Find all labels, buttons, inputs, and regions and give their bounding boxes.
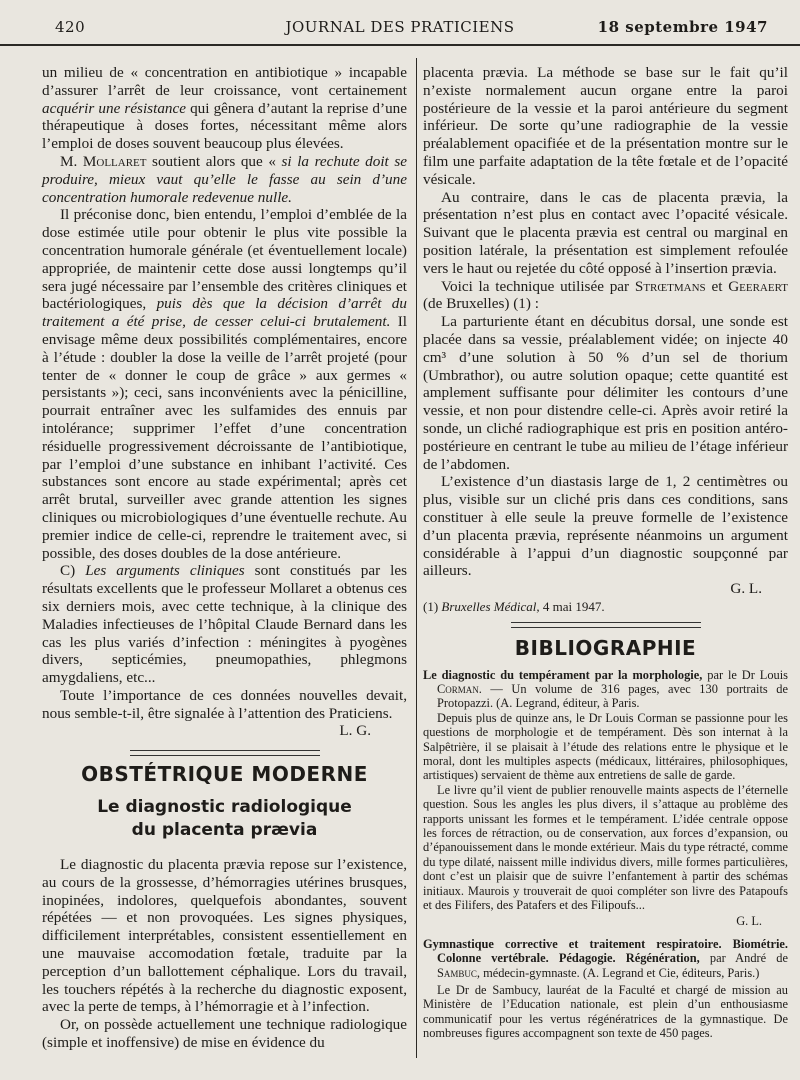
paragraph: Au contraire, dans le cas de placenta prævia, la présentation n’est plus en contact avec l’opacité vésicale. Suivant que le placenta prævia est central ou marginal en position latérale, la présentation est simplement refoulée vers le haut ou rejetée du côté opposé à l’insertion prævia. [423, 188, 788, 277]
page-number: 420 [55, 18, 86, 36]
footnote: (1) Bruxelles Médical, 4 mai 1947. [423, 598, 605, 614]
bibliography-entry: Gymnastique corrective et traitement respiratoire. Biométrie. Colonne vertébrale. Pédagogie. Régénération, par André de Sambuc, médecin-gymnaste. (A. Legrand et Cie, éditeurs, Paris.) [423, 936, 788, 980]
journal-name: JOURNAL DES PRATICIENS [285, 18, 515, 36]
column-divider [416, 58, 417, 1058]
paragraph: M. Mollaret soutient alors que « si la rechute doit se produire, mieux vaut qu’elle le fasse au sein d’une concentration humorale redevenue nulle. [42, 152, 407, 206]
double-rule [511, 622, 701, 628]
paragraph: C) Les arguments cliniques sont constitués par les résultats excellents que le professeur Mollaret a obtenus ces six derniers mois, avec cette technique, à la clinique des Maladies infectieuses de l’hôpital Claude Bernard dans les cas les plus variés d’infection : méningites à pyogènes divers, septicémies, pneumopathies, phlegmons amygdaliens, etc... [42, 562, 408, 687]
running-header [0, 14, 800, 46]
paragraph: Le diagnostic du placenta prævia repose sur l’existence, au cours de la grossesse, d’hémorragies utérines brusques, inopinées, indolores, quelquefois abondantes, souvent répétées — et non provoquées. Les signes physiques, difficilement interprétables, consistent essentiellement en une mauvaise accomodation fœtale, traduite par la perception d’un ballottement céphalique. Lors du travail, les touchers répétés à la recherche du diagnostic exposent, avec la perte de temps, à l’hémorragie et à l’infection. [42, 856, 407, 1016]
paragraph: Il préconise donc, bien entendu, l’emploi d’emblée de la dose estimée utile pour obtenir le plus vite possible la concentration humorale générale (et éventuellement locale) appropriée, de maintenir cette dose aussi longtemps qu’il sera jugé nécessaire par l’ensemble des critères cliniques et bactériologiques, puis dès que la décision d’arrêt du traitement a été prise, de cesser celui-ci brutalement. Il envisage même deux possibilités complémentaires, encore à l’étude : doubler la dose la veille de l’arrêt projeté (pour tenter de « donner le coup de grâce » aux germes « persistants »); ceci, sans inconvénients avec la pénicilline, pourrait entraîner avec les sulfamides des ennuis par intolérance; supprimer l’effet d’une concentration résiduelle progressivement décroissante de l’antibiotique, par l’emploi d’une substance en inhibant l’activité. Ces substances sont encore au stade expérimental; après cet arrêt brutal, surveiller avec grande attention les signes cliniques ou microbiologiques d’une éventuelle rechute. Au premier indice de celle-ci, reprendre le traitement avec, si possible, des doses doubles de la dose antérieure. [42, 206, 408, 562]
paragraph: La parturiente étant en décubitus dorsal, une sonde est placée dans sa vessie, préalablement vidée; on injecte 40 cm³ d’une solution à 50 % d’un sel de thorium (Umbrathor), ou autre solution opaque; cette quantité est amplement suffisante pour délimiter les contours d’une vessie, et non pour distendre celle-ci. Après avoir retiré la sonde, un cliché radiographique est pris en position antéro-postérieure en centrant le tube au milieu de l’étage inférieur de l’abdomen. [423, 313, 788, 473]
paragraph: Or, on possède actuellement une technique radiologique (simple et inoffensive) de mise en évidence du [42, 1016, 407, 1052]
right-column [423, 64, 788, 1041]
paragraph: Le livre qu’il vient de publier renouvelle maints aspects de l’éternelle question. Sous les angles les plus divers, il s’attaque au problème des rapports unissant les formes et le tempérament. L’idée centrale oppose les forces de rétraction, ou de conservation, aux forces d’expansion, ou d’épanouissement dans le monde extérieur. Mais du type rétracté, comme du type dilaté, naissent mille individus divers, mille formes particulières, dont c’est un plaisir que de suivre l’enfantement à partir des schémas initiaux. Maurois y trouverait de quoi compléter son livre des Patapoufs et des Filifers, des Patafers et des Filipoufs... [423, 782, 788, 912]
section-title: OBSTÉTRIQUE MODERNE [81, 762, 368, 787]
bibliography-list [423, 668, 788, 1041]
paragraph: un milieu de « concentration en antibiotique » incapable d’assurer l’arrêt de leur croissance, vont certainement acquérir une résistance qui gênera d’autant la reprise d’une thérapeutique à doses fortes, nécessitant même alors l’emploi de doses souvent beaucoup plus élevées. [42, 64, 407, 153]
issue-date: 18 septembre 1947 [597, 18, 768, 36]
section-title: BIBLIOGRAPHIE [514, 635, 697, 660]
bibliography-entry: Le diagnostic du tempérament par la morphologie, par le Dr Louis Corman. — Un volume de 316 pages, avec 130 portraits de Protopazzi. (A. Legrand, éditeur, à Paris. [423, 667, 788, 711]
paragraph: Voici la technique utilisée par Strœtmans et Geeraert (de Bruxelles) (1) : [423, 277, 788, 313]
left-column [42, 64, 407, 1052]
paragraph: Le Dr de Sambucy, lauréat de la Faculté et chargé de mission au Ministère de l’Education nationale, est plein d’un enthousiasme communicatif pour les vertus régénératrices de la gymnastique. De nombreuses figures accompagnent son texte de 450 pages. [423, 983, 788, 1041]
article-title: Le diagnostic radiologique du placenta prævia [97, 797, 352, 841]
paragraph: Depuis plus de quinze ans, le Dr Louis Corman se passionne pour les questions de morphologie et de tempérament. Dès son internat à la Salpêtrière, il se plaisait à l’étude des relations entre le physique et le moral, dont les multiples aspects (médicaux, littéraires, philosophiques, artistiques) servaient de thème aux entretiens de salle de garde. [423, 710, 788, 783]
signature: G. L. [736, 914, 762, 929]
double-rule [130, 750, 320, 756]
paragraph: L’existence d’un diastasis large de 1, 2 centimètres ou plus, visible sur un cliché pris dans ces conditions, sans constituer à elle seule la preuve formelle de l’existence d’un placenta prævia, représente néanmoins un argument considérable à l’appui d’un diagnostic soupçonné par ailleurs. [423, 473, 788, 580]
paragraph: Toute l’importance de ces données nouvelles devait, nous semble-t-il, être signalée à l’attention des Praticiens. [42, 686, 407, 722]
paragraph: placenta prævia. La méthode se base sur le fait qu’il n’existe normalement aucun organe entre la paroi postérieure de la vessie et la paroi antérieure du segment inférieur. De sorte qu’une radiographie de la vessie préalablement opacifiée et de la présentation montre sur le film une parfaite adaptation de la tête fœtale et de l’opacité vésicale. [423, 64, 788, 188]
signature: G. L. [730, 580, 762, 598]
signature: L. G. [339, 722, 371, 740]
author-name: Mollaret [82, 152, 147, 170]
